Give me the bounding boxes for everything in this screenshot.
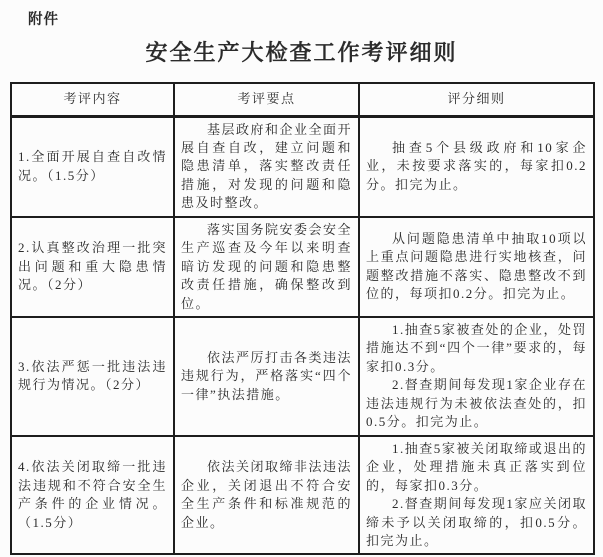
cell-scoring: [359, 317, 594, 436]
table-row: [11, 436, 594, 555]
cell-scoring: [359, 436, 594, 555]
points-text: 依法严厉打击各类违法违规行为，严格落实“四个一律”执法措施。: [181, 349, 353, 402]
header-content: 考评内容: [11, 83, 174, 116]
cell-scoring: [359, 217, 594, 317]
cell-scoring: [359, 116, 594, 217]
cell-content: [11, 217, 174, 317]
cell-points: [174, 116, 359, 217]
content-text: 2.认真整改治理一批突出问题和重大隐患情况。（2分）: [18, 240, 167, 293]
table-header-row: [11, 83, 594, 116]
header-points: 考评要点: [174, 83, 359, 116]
content-text: 3.依法严惩一批违法违规行为情况。（2分）: [18, 358, 167, 393]
cell-content: [11, 436, 174, 555]
table-row: [11, 317, 594, 436]
cell-points: [174, 217, 359, 317]
scoring-text: 抽查5个县级政府和10家企业，未按要求落实的，每家扣0.2分。扣完为止。: [366, 139, 587, 192]
attachment-label: 附件: [28, 12, 59, 28]
evaluation-table: [10, 82, 595, 555]
scoring-item-2: 2.督查期间每发现1家应关闭取缔未予以关闭取缔的，扣0.5分。扣完为止。: [366, 496, 587, 549]
scoring-text: 从问题隐患清单中抽取10项以上重点问题隐患进行实地核查，问题整改措施不落实、隐患整改不到位的，每项扣0.2分。扣完为止。: [366, 230, 587, 302]
points-text: 依法关闭取缔非法违法企业，关闭退出不符合安全生产条件和标准规范的企业。: [181, 459, 353, 530]
cell-content: [11, 116, 174, 217]
points-text: 基层政府和企业全面开展自查自改，建立问题和隐患清单，落实整改责任措施，对发现的问题和隐患及时整改。: [181, 121, 353, 211]
page-title: 安全生产大检查工作考评细则: [145, 40, 458, 65]
cell-points: [174, 436, 359, 555]
table-row: [11, 116, 594, 217]
scoring-item-1: 1.抽查5家被查处的企业，处罚措施达不到“四个一律”要求的，每家扣0.3分。: [366, 322, 587, 374]
scoring-item-2: 2.督查期间每发现1家企业存在违法违规行为未被依法查处的，扣0.5分。扣完为止。: [366, 377, 587, 430]
points-text: 落实国务院安委会安全生产巡查及今年以来明查暗访发现的问题和隐患整改责任措施，确保整改到位。: [181, 221, 353, 311]
header-scoring: 评分细则: [359, 83, 594, 116]
cell-content: [11, 317, 174, 436]
content-text: 4.依法关闭取缔一批违法违规和不符合安全生产条件的企业情况。（1.5分）: [18, 459, 167, 530]
scoring-item-1: 1.抽查5家被关闭取缔或退出的企业，处理措施未真正落实到位的，每家扣0.3分。: [366, 440, 587, 493]
content-text: 1.全面开展自查自改情况。（1.5分）: [18, 149, 167, 183]
cell-points: [174, 317, 359, 436]
table-row: [11, 217, 594, 317]
